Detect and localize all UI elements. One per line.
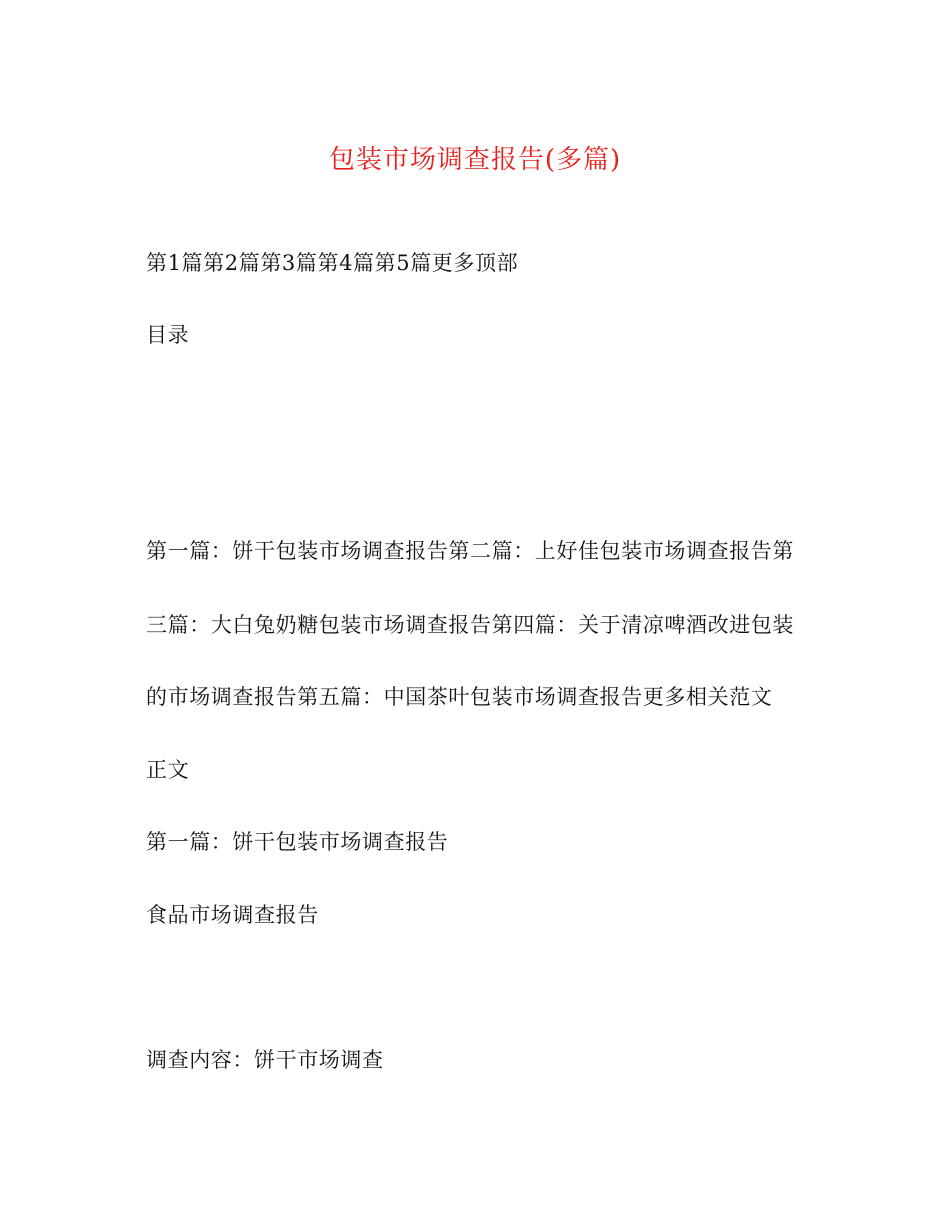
article-nav-links[interactable]: 第1篇第2篇第3篇第4篇第5篇更多顶部	[146, 251, 519, 275]
toc-heading: 目录	[146, 323, 190, 347]
body-heading: 正文	[146, 758, 190, 782]
survey-content-line: 调查内容：饼干市场调查	[146, 1048, 384, 1072]
document-title: 包装市场调查报告(多篇)	[328, 145, 622, 175]
toc-line[interactable]: 第一篇：饼干包装市场调查报告第二篇：上好佳包装市场调查报告第	[146, 539, 794, 563]
report-title: 食品市场调查报告	[146, 903, 319, 927]
toc-line[interactable]: 三篇：大白兔奶糖包装市场调查报告第四篇：关于清凉啤酒改进包装	[146, 613, 794, 637]
toc-line[interactable]: 的市场调查报告第五篇：中国茶叶包装市场调查报告更多相关范文	[146, 685, 773, 709]
section-title: 第一篇：饼干包装市场调查报告	[146, 830, 449, 854]
